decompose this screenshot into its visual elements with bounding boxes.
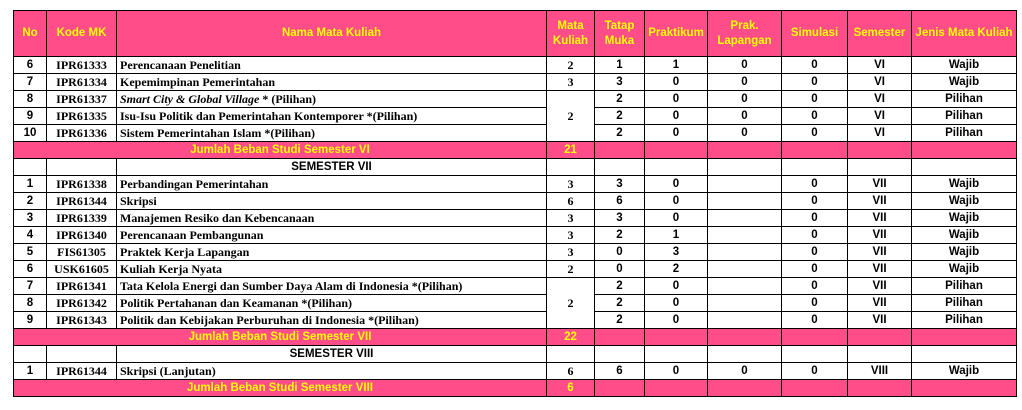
cell-tm: 6 [595, 193, 645, 210]
cell-jenis: Wajib [912, 261, 1017, 278]
cell-nama: Kepemimpinan Pemerintahan [117, 74, 547, 91]
cell-sem: VI [848, 91, 912, 108]
cell-nama: Isu-Isu Politik dan Pemerintahan Kontemporer *(Pilihan) [117, 108, 547, 125]
cell-kode: IPR61339 [47, 210, 117, 227]
cell-kode: IPR61342 [47, 295, 117, 312]
cell-kode: IPR61336 [47, 125, 117, 142]
cell-nama-suffix: * (Pilihan) [259, 92, 317, 106]
cell-pr: 0 [645, 210, 708, 227]
table-row [14, 108, 1017, 125]
total-value: 6 [547, 380, 595, 397]
cell-pl: 0 [708, 125, 782, 142]
cell-pr: 0 [645, 278, 708, 295]
cell-tm: 2 [595, 227, 645, 244]
header-tatap-muka: Tatap Muka [595, 11, 645, 57]
header-kode: Kode MK [47, 11, 117, 57]
cell-sim: 0 [782, 210, 848, 227]
cell-mk: 3 [547, 210, 595, 227]
cell-pr: 0 [645, 108, 708, 125]
cell-pr: 1 [645, 57, 708, 74]
cell-nama [117, 91, 547, 108]
cell-tm: 3 [595, 74, 645, 91]
cell-mk: 6 [547, 193, 595, 210]
cell-nama: Skripsi (Lanjutan) [117, 363, 547, 380]
cell-sim: 0 [782, 91, 848, 108]
table-row [14, 91, 1017, 108]
cell-kode: IPR61344 [47, 193, 117, 210]
cell-nama: Perencanaan Penelitian [117, 57, 547, 74]
cell-no: 5 [14, 244, 47, 261]
table-row [14, 295, 1017, 312]
cell-pr: 0 [645, 125, 708, 142]
cell-jenis: Pilihan [912, 91, 1017, 108]
table-row [14, 125, 1017, 142]
cell-no: 7 [14, 278, 47, 295]
cell-kode: IPR61341 [47, 278, 117, 295]
cell-kode: IPR61344 [47, 363, 117, 380]
table-row [14, 193, 1017, 210]
cell-jenis: Wajib [912, 363, 1017, 380]
cell-sem: VII [848, 261, 912, 278]
cell-jenis: Pilihan [912, 295, 1017, 312]
cell-nama: Manajemen Resiko dan Kebencanaan [117, 210, 547, 227]
cell-sem: VII [848, 312, 912, 329]
cell-jenis: Pilihan [912, 312, 1017, 329]
cell-pr: 0 [645, 295, 708, 312]
cell-jenis: Pilihan [912, 278, 1017, 295]
cell-tm: 6 [595, 363, 645, 380]
cell-sem: VII [848, 210, 912, 227]
cell-sem: VIII [848, 363, 912, 380]
table-row [14, 244, 1017, 261]
cell-nama: Perencanaan Pembangunan [117, 227, 547, 244]
cell-mk: 6 [547, 363, 595, 380]
cell-pr: 0 [645, 312, 708, 329]
cell-mk: 2 [547, 261, 595, 278]
table-row [14, 227, 1017, 244]
total-value: 22 [547, 329, 595, 346]
semester-title: SEMESTER VII [117, 159, 547, 176]
cell-nama: Politik dan Kebijakan Perburuhan di Indonesia *(Pilihan) [117, 312, 547, 329]
cell-sem: VII [848, 278, 912, 295]
cell-sim: 0 [782, 278, 848, 295]
cell-pl [708, 278, 782, 295]
cell-pl [708, 295, 782, 312]
cell-pr: 2 [645, 261, 708, 278]
cell-sem: VII [848, 176, 912, 193]
cell-nama: Praktek Kerja Lapangan [117, 244, 547, 261]
cell-sim: 0 [782, 312, 848, 329]
cell-tm: 3 [595, 210, 645, 227]
cell-pl: 0 [708, 57, 782, 74]
cell-sim: 0 [782, 57, 848, 74]
cell-pr: 1 [645, 227, 708, 244]
table-row [14, 176, 1017, 193]
cell-no: 6 [14, 261, 47, 278]
cell-no: 1 [14, 363, 47, 380]
cell-jenis: Pilihan [912, 108, 1017, 125]
cell-pl: 0 [708, 74, 782, 91]
semester-header-row [14, 346, 1017, 363]
cell-jenis: Wajib [912, 244, 1017, 261]
cell-jenis: Wajib [912, 176, 1017, 193]
cell-sim: 0 [782, 193, 848, 210]
cell-sem: VI [848, 74, 912, 91]
cell-nama: Kuliah Kerja Nyata [117, 261, 547, 278]
cell-pl [708, 261, 782, 278]
cell-kode: IPR61333 [47, 57, 117, 74]
cell-tm: 1 [595, 57, 645, 74]
cell-tm: 2 [595, 312, 645, 329]
cell-pl: 0 [708, 91, 782, 108]
curriculum-table [13, 10, 1017, 397]
header-prak-lapangan: Prak. Lapangan [708, 11, 782, 57]
cell-sim: 0 [782, 295, 848, 312]
cell-kode: FIS61305 [47, 244, 117, 261]
cell-sim: 0 [782, 108, 848, 125]
cell-tm: 2 [595, 108, 645, 125]
cell-no: 4 [14, 227, 47, 244]
cell-mk-pilihan: 2 [547, 278, 595, 329]
cell-pr: 3 [645, 244, 708, 261]
total-label: Jumlah Beban Studi Semester VI [14, 142, 547, 159]
table-row [14, 278, 1017, 295]
header-mata-kuliah: Mata Kuliah [547, 11, 595, 57]
cell-sem: VII [848, 193, 912, 210]
cell-nama: Perbandingan Pemerintahan [117, 176, 547, 193]
table-row [14, 210, 1017, 227]
cell-no: 10 [14, 125, 47, 142]
cell-nama: Skripsi [117, 193, 547, 210]
cell-pl: 0 [708, 108, 782, 125]
cell-sem: VII [848, 227, 912, 244]
header-row [14, 11, 1017, 57]
cell-jenis: Wajib [912, 74, 1017, 91]
cell-jenis: Pilihan [912, 125, 1017, 142]
cell-jenis: Wajib [912, 57, 1017, 74]
cell-pl [708, 227, 782, 244]
cell-sim: 0 [782, 74, 848, 91]
cell-no: 6 [14, 57, 47, 74]
cell-no: 3 [14, 210, 47, 227]
cell-mk-pilihan: 2 [547, 91, 595, 142]
header-semester: Semester [848, 11, 912, 57]
cell-tm: 0 [595, 244, 645, 261]
cell-jenis: Wajib [912, 193, 1017, 210]
semester-title: SEMESTER VIII [117, 346, 547, 363]
total-label: Jumlah Beban Studi Semester VII [14, 329, 547, 346]
cell-mk: 3 [547, 227, 595, 244]
header-no: No [14, 11, 47, 57]
cell-kode: USK61605 [47, 261, 117, 278]
cell-sim: 0 [782, 176, 848, 193]
cell-nama-italic: Smart City & Global Village [120, 92, 260, 106]
cell-sim: 0 [782, 244, 848, 261]
cell-no: 8 [14, 295, 47, 312]
cell-tm: 2 [595, 125, 645, 142]
cell-tm: 3 [595, 176, 645, 193]
header-simulasi: Simulasi [782, 11, 848, 57]
cell-kode: IPR61343 [47, 312, 117, 329]
cell-mk: 2 [547, 57, 595, 74]
cell-pl [708, 210, 782, 227]
cell-tm: 2 [595, 91, 645, 108]
total-row-sem8 [14, 380, 1017, 397]
table-row [14, 363, 1017, 380]
table-row [14, 312, 1017, 329]
cell-kode: IPR61337 [47, 91, 117, 108]
cell-sem: VI [848, 57, 912, 74]
cell-no: 9 [14, 108, 47, 125]
cell-pr: 0 [645, 91, 708, 108]
cell-pr: 0 [645, 74, 708, 91]
header-praktikum: Praktikum [645, 11, 708, 57]
cell-no: 2 [14, 193, 47, 210]
cell-mk: 3 [547, 244, 595, 261]
cell-pr: 0 [645, 363, 708, 380]
total-row-sem6 [14, 142, 1017, 159]
cell-jenis: Wajib [912, 210, 1017, 227]
total-value: 21 [547, 142, 595, 159]
cell-sem: VII [848, 244, 912, 261]
cell-kode: IPR61334 [47, 74, 117, 91]
cell-no: 7 [14, 74, 47, 91]
total-row-sem7 [14, 329, 1017, 346]
header-nama: Nama Mata Kuliah [117, 11, 547, 57]
total-label: Jumlah Beban Studi Semester VIII [14, 380, 547, 397]
cell-jenis: Wajib [912, 227, 1017, 244]
cell-kode: IPR61340 [47, 227, 117, 244]
cell-sem: VI [848, 125, 912, 142]
header-jenis: Jenis Mata Kuliah [912, 11, 1017, 57]
cell-tm: 2 [595, 295, 645, 312]
cell-nama: Politik Pertahanan dan Keamanan *(Pilihan) [117, 295, 547, 312]
cell-sim: 0 [782, 125, 848, 142]
cell-nama: Sistem Pemerintahan Islam *(Pilihan) [117, 125, 547, 142]
cell-tm: 2 [595, 278, 645, 295]
cell-nama: Tata Kelola Energi dan Sumber Daya Alam di Indonesia *(Pilihan) [117, 278, 547, 295]
cell-sim: 0 [782, 363, 848, 380]
table-row [14, 261, 1017, 278]
cell-sim: 0 [782, 227, 848, 244]
table-row [14, 74, 1017, 91]
semester-header-row [14, 159, 1017, 176]
cell-no: 8 [14, 91, 47, 108]
cell-sem: VI [848, 108, 912, 125]
cell-pl [708, 176, 782, 193]
cell-pr: 0 [645, 193, 708, 210]
cell-kode: IPR61338 [47, 176, 117, 193]
cell-no: 9 [14, 312, 47, 329]
cell-pl [708, 193, 782, 210]
cell-mk: 3 [547, 74, 595, 91]
cell-mk: 3 [547, 176, 595, 193]
cell-tm: 0 [595, 261, 645, 278]
cell-sem: VII [848, 295, 912, 312]
cell-sim: 0 [782, 261, 848, 278]
cell-kode: IPR61335 [47, 108, 117, 125]
cell-no: 1 [14, 176, 47, 193]
cell-pl [708, 244, 782, 261]
table-row [14, 57, 1017, 74]
cell-pl: 0 [708, 363, 782, 380]
cell-pl [708, 312, 782, 329]
cell-pr: 0 [645, 176, 708, 193]
